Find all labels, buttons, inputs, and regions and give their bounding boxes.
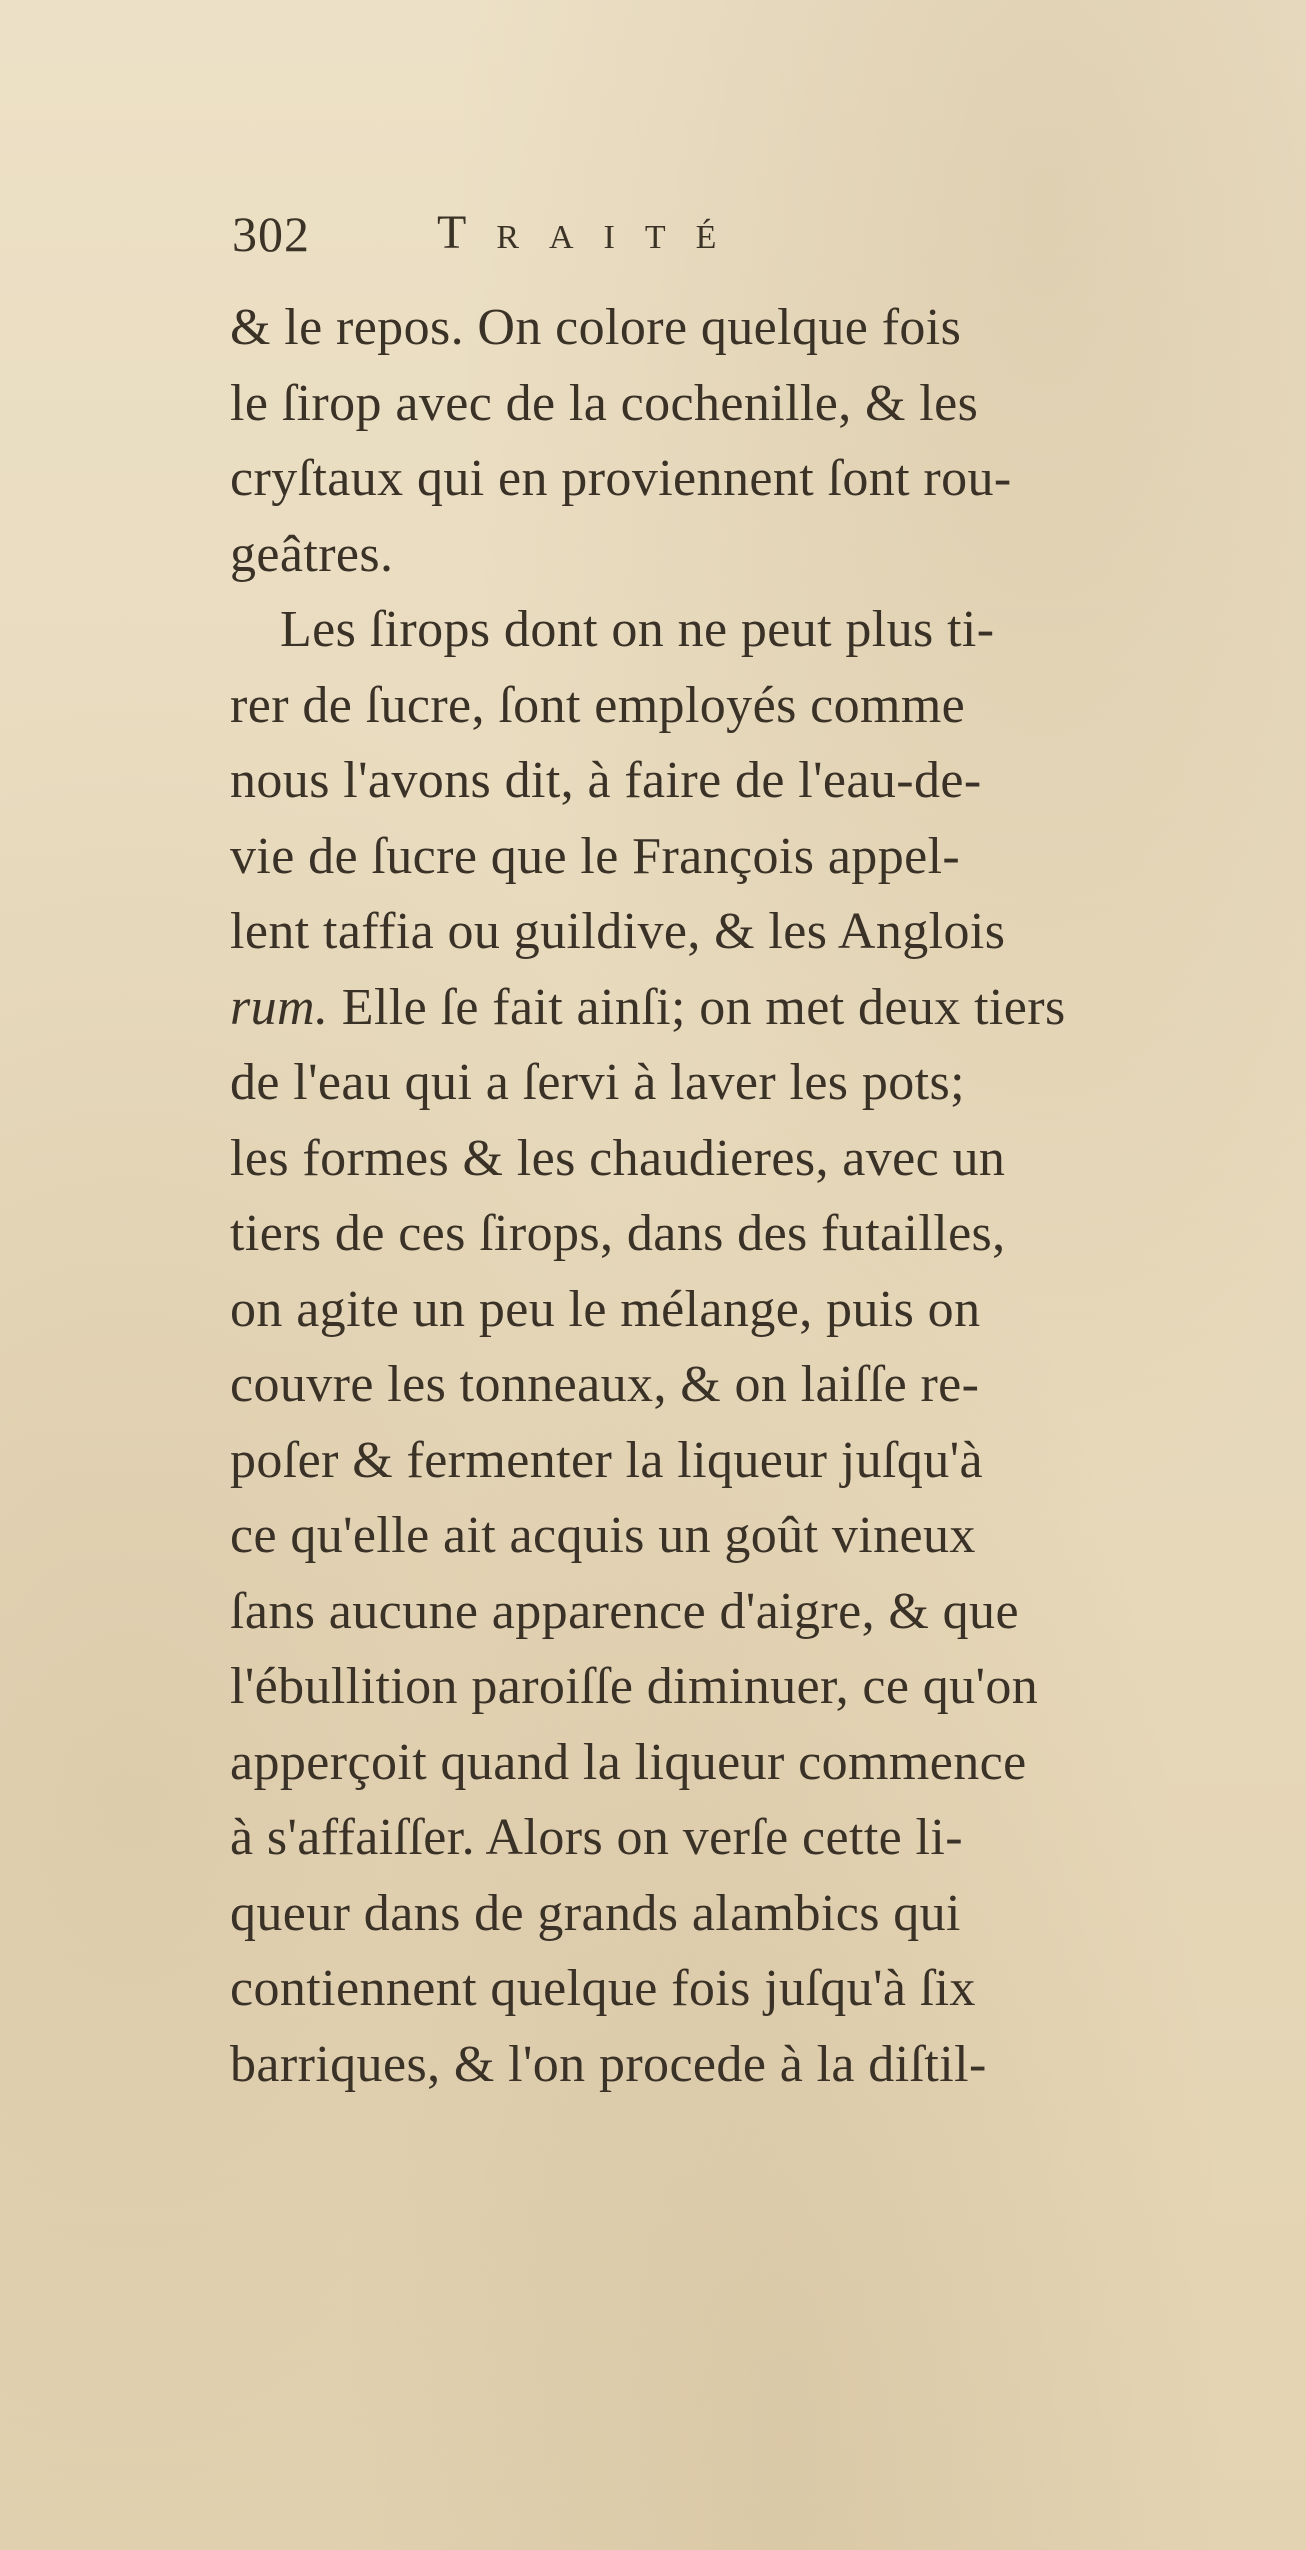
text-line-1: & le repos. On colore quelque fois — [230, 299, 962, 356]
text-line-20: apperçoit quand la liqueur commence — [230, 1733, 1027, 1791]
running-title: Traité — [437, 206, 747, 259]
text-line-23: contiennent quelque fois juſqu'à ſix — [230, 1960, 976, 2017]
text-line-17: ce qu'elle ait acquis un goût vineux — [230, 1507, 976, 1564]
body-text — [230, 290, 1280, 2102]
text-line-8: vie de ſucre que le François appel- — [230, 827, 961, 885]
text-line-12: les formes & les chaudieres, avec un — [230, 1129, 1006, 1187]
text-line-5: Les ſirops dont on ne peut plus ti- — [280, 601, 995, 658]
text-line-13: tiers de ces ſirops, dans des futailles, — [230, 1205, 1006, 1262]
text-line-10-rest: Elle ſe fait ainſi; on met deux tiers — [328, 978, 1066, 1036]
italic-word-rum: rum. — [230, 978, 329, 1036]
text-line-14: on agite un peu le mélange, puis on — [230, 1280, 981, 1338]
text-line-22: queur dans de grands alambics qui — [230, 1884, 961, 1942]
text-line-9: lent taffia ou guildive, & les Anglois — [230, 903, 1006, 960]
text-line-15: couvre les tonneaux, & on laiſſe re- — [230, 1356, 980, 1413]
text-line-24: barriques, & l'on procede à la diſtil- — [230, 2035, 987, 2093]
text-line-3: cryſtaux qui en proviennent ſont rou- — [230, 450, 1012, 507]
text-line-16: poſer & fermenter la liqueur juſqu'à — [230, 1431, 983, 1489]
text-line-2: le ſirop avec de la cochenille, & les — [230, 374, 979, 432]
text-line-21: à s'affaiſſer. Alors on verſe cette li- — [230, 1809, 963, 1866]
text-line-18: ſans aucune apparence d'aigre, & que — [230, 1582, 1019, 1640]
text-line-11: de l'eau qui a ſervi à laver les pots; — [230, 1054, 965, 1111]
text-line-7: nous l'avons dit, à faire de l'eau-de- — [230, 752, 982, 809]
text-line-4: geâtres. — [230, 525, 394, 583]
page-header — [232, 205, 1032, 275]
text-line-6: rer de ſucre, ſont employés comme — [230, 676, 966, 734]
text-line-10 — [230, 970, 1280, 1046]
page-number: 302 — [232, 206, 310, 262]
text-line-19: l'ébullition paroiſſe diminuer, ce qu'on — [230, 1658, 1039, 1715]
